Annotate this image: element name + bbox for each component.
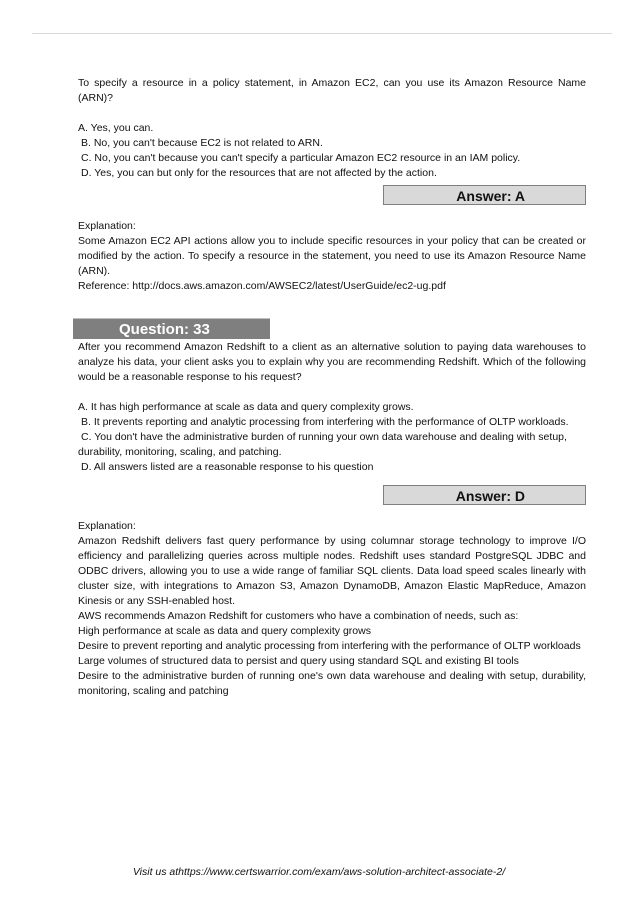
q33-answer-box: Answer: D [383, 485, 586, 505]
q32-question: To specify a resource in a policy statement, in Amazon EC2, can you use its Amazon Resource Name (ARN)? [78, 77, 586, 104]
q33-explanation-text: Amazon Redshift delivers fast query performance by using columnar storage technology to improve I/O efficiency and parallelizing queries across multiple nodes. Redshift uses standard PostgreSQL JDBC and ODBC drivers, allowing you to use a wide range of familiar SQL clients. Data load speed scales linearly with cluster size, with integrations to Amazon S3, Amazon DynamoDB, Amazon Elastic MapReduce, Amazon Kinesis or any SSH-enabled host. [78, 535, 586, 607]
q33-question: After you recommend Amazon Redshift to a client as an alternative solution to paying data warehouses to analyze his data, your client asks you to explain why you are recommending Redshift. Which of the following would be a reasonable response to his request? [78, 341, 586, 383]
q32-reference: Reference: http://docs.aws.amazon.com/AWSEC2/latest/UserGuide/ec2-ug.pdf [78, 280, 446, 292]
q33-explanation-label: Explanation: [78, 520, 136, 532]
q32-explanation-text: Some Amazon EC2 API actions allow you to include specific resources in your policy that can be created or modified by the action. To specify a resource in the statement, you need to use its Amazon Resource Name (ARN). [78, 235, 586, 277]
q33-option-c-cont: durability, monitoring, scaling, and patching. [78, 446, 282, 458]
footer-visit-link[interactable]: Visit us athttps://www.certswarrior.com/exam/aws-solution-architect-associate-2/ [132, 866, 506, 878]
q32-answer-box: Answer: A [383, 185, 586, 205]
q33-explanation-line: Desire to prevent reporting and analytic processing from interfering with the performance of OLTP workloads [78, 640, 581, 652]
q33-explanation-line: Large volumes of structured data to persist and query using standard SQL and existing BI tools [78, 655, 519, 667]
page-content [78, 76, 586, 699]
q33-explanation-line: AWS recommends Amazon Redshift for customers who have a combination of needs, such as: [78, 610, 519, 622]
top-divider [32, 33, 612, 34]
q33-option-d: D. All answers listed are a reasonable response to his question [81, 461, 374, 473]
q32-explanation-label: Explanation: [78, 220, 136, 232]
question-33-heading: Question: 33 [73, 318, 270, 339]
q33-option-a: A. It has high performance at scale as data and query complexity grows. [78, 401, 414, 413]
q32-option-b: B. No, you can't because EC2 is not related to ARN. [81, 137, 323, 149]
q33-option-b: B. It prevents reporting and analytic processing from interfering with the performance of OLTP workloads. [81, 416, 569, 428]
q32-option-d: D. Yes, you can but only for the resources that are not affected by the action. [81, 167, 437, 179]
q32-option-c: C. No, you can't because you can't specify a particular Amazon EC2 resource in an IAM policy. [81, 152, 521, 164]
q32-option-a: A. Yes, you can. [78, 122, 154, 134]
q33-explanation-line: Desire to the administrative burden of running one's own data warehouse and dealing with setup, durability, monitoring, scaling and patching [78, 670, 586, 697]
q33-option-c: C. You don't have the administrative burden of running your own data warehouse and dealing with setup, [81, 431, 567, 443]
q33-explanation-line: High performance at scale as data and query complexity grows [78, 625, 371, 637]
